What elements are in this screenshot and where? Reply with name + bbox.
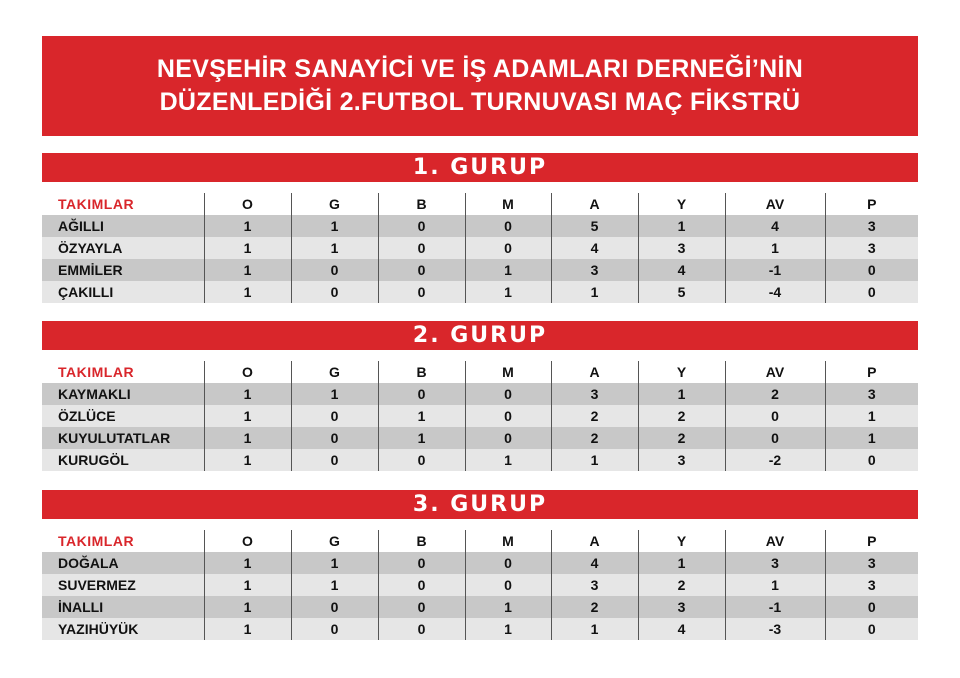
team-name-cell: DOĞALA bbox=[42, 552, 204, 574]
table-row bbox=[42, 405, 918, 427]
stat-cell-b: 0 bbox=[378, 596, 465, 618]
group-title: 1. GURUP bbox=[42, 153, 918, 182]
table-header-row bbox=[42, 193, 918, 215]
stat-cell-y: 5 bbox=[638, 281, 725, 303]
team-name-cell: YAZIHÜYÜK bbox=[42, 618, 204, 640]
table-row bbox=[42, 596, 918, 618]
column-header-av: AV bbox=[725, 530, 825, 552]
stat-cell-av: -4 bbox=[725, 281, 825, 303]
team-name-cell: ÖZYAYLA bbox=[42, 237, 204, 259]
group-title: 2. GURUP bbox=[42, 321, 918, 350]
stat-cell-y: 3 bbox=[638, 596, 725, 618]
group-title: 3. GURUP bbox=[42, 490, 918, 519]
stat-cell-av: 0 bbox=[725, 427, 825, 449]
stat-cell-m: 1 bbox=[465, 449, 551, 471]
team-name-cell: İNALLI bbox=[42, 596, 204, 618]
column-header-a: A bbox=[551, 193, 638, 215]
column-header-p: P bbox=[825, 361, 918, 383]
team-name-cell: KAYMAKLI bbox=[42, 383, 204, 405]
stat-cell-y: 1 bbox=[638, 383, 725, 405]
column-header-m: M bbox=[465, 530, 551, 552]
stat-cell-p: 3 bbox=[825, 574, 918, 596]
stat-cell-y: 3 bbox=[638, 237, 725, 259]
table-row bbox=[42, 449, 918, 471]
column-header-a: A bbox=[551, 361, 638, 383]
stat-cell-g: 0 bbox=[291, 281, 378, 303]
stat-cell-b: 0 bbox=[378, 449, 465, 471]
stat-cell-y: 1 bbox=[638, 552, 725, 574]
stat-cell-m: 0 bbox=[465, 237, 551, 259]
stat-cell-o: 1 bbox=[204, 618, 291, 640]
column-header-av: AV bbox=[725, 193, 825, 215]
stat-cell-p: 3 bbox=[825, 383, 918, 405]
stat-cell-y: 4 bbox=[638, 259, 725, 281]
stat-cell-m: 0 bbox=[465, 552, 551, 574]
stat-cell-b: 0 bbox=[378, 552, 465, 574]
stat-cell-av: 2 bbox=[725, 383, 825, 405]
standings-table bbox=[42, 530, 918, 640]
title-line-1: NEVŞEHİR SANAYİCİ VE İŞ ADAMLARI DERNEĞİ’NİN bbox=[156, 55, 804, 83]
stat-cell-m: 1 bbox=[465, 281, 551, 303]
stat-cell-m: 1 bbox=[465, 259, 551, 281]
stat-cell-o: 1 bbox=[204, 449, 291, 471]
stat-cell-b: 0 bbox=[378, 618, 465, 640]
stat-cell-m: 0 bbox=[465, 383, 551, 405]
stat-cell-m: 1 bbox=[465, 618, 551, 640]
column-header-a: A bbox=[551, 530, 638, 552]
table-row bbox=[42, 427, 918, 449]
table-header-row bbox=[42, 530, 918, 552]
stat-cell-g: 0 bbox=[291, 427, 378, 449]
group-2 bbox=[42, 321, 918, 471]
stat-cell-b: 1 bbox=[378, 405, 465, 427]
title-banner bbox=[42, 36, 918, 136]
stat-cell-y: 4 bbox=[638, 618, 725, 640]
stat-cell-y: 2 bbox=[638, 405, 725, 427]
stat-cell-g: 1 bbox=[291, 215, 378, 237]
stat-cell-p: 0 bbox=[825, 449, 918, 471]
stat-cell-a: 4 bbox=[551, 552, 638, 574]
stat-cell-g: 1 bbox=[291, 552, 378, 574]
column-header-team: TAKIMLAR bbox=[42, 361, 204, 383]
column-header-m: M bbox=[465, 361, 551, 383]
stat-cell-y: 2 bbox=[638, 574, 725, 596]
stat-cell-o: 1 bbox=[204, 574, 291, 596]
stat-cell-a: 1 bbox=[551, 618, 638, 640]
stat-cell-a: 1 bbox=[551, 449, 638, 471]
stat-cell-av: 4 bbox=[725, 215, 825, 237]
team-name-cell: EMMİLER bbox=[42, 259, 204, 281]
stat-cell-g: 0 bbox=[291, 405, 378, 427]
stat-cell-b: 0 bbox=[378, 237, 465, 259]
table-row bbox=[42, 574, 918, 596]
stat-cell-av: -2 bbox=[725, 449, 825, 471]
stat-cell-b: 1 bbox=[378, 427, 465, 449]
column-header-y: Y bbox=[638, 530, 725, 552]
title-line-2: DÜZENLEDİĞİ 2.FUTBOL TURNUVASI MAÇ FİKSTRÜ bbox=[159, 88, 801, 116]
column-header-b: B bbox=[378, 530, 465, 552]
stat-cell-y: 1 bbox=[638, 215, 725, 237]
stat-cell-g: 0 bbox=[291, 618, 378, 640]
stat-cell-p: 0 bbox=[825, 596, 918, 618]
stat-cell-g: 1 bbox=[291, 383, 378, 405]
table-row bbox=[42, 237, 918, 259]
stat-cell-o: 1 bbox=[204, 259, 291, 281]
column-header-av: AV bbox=[725, 361, 825, 383]
stat-cell-g: 0 bbox=[291, 596, 378, 618]
table-row bbox=[42, 259, 918, 281]
column-header-g: G bbox=[291, 361, 378, 383]
table-header-row bbox=[42, 361, 918, 383]
stat-cell-o: 1 bbox=[204, 596, 291, 618]
column-header-team: TAKIMLAR bbox=[42, 530, 204, 552]
team-name-cell: ÇAKILLI bbox=[42, 281, 204, 303]
stat-cell-o: 1 bbox=[204, 427, 291, 449]
stat-cell-a: 3 bbox=[551, 259, 638, 281]
column-header-g: G bbox=[291, 193, 378, 215]
team-name-cell: KUYULUTATLAR bbox=[42, 427, 204, 449]
stat-cell-a: 3 bbox=[551, 574, 638, 596]
stat-cell-av: 0 bbox=[725, 405, 825, 427]
table-row bbox=[42, 552, 918, 574]
stat-cell-p: 1 bbox=[825, 427, 918, 449]
table-row bbox=[42, 383, 918, 405]
stat-cell-av: -3 bbox=[725, 618, 825, 640]
stat-cell-a: 2 bbox=[551, 427, 638, 449]
stat-cell-o: 1 bbox=[204, 215, 291, 237]
stat-cell-av: 3 bbox=[725, 552, 825, 574]
column-header-g: G bbox=[291, 530, 378, 552]
column-header-p: P bbox=[825, 193, 918, 215]
stat-cell-m: 0 bbox=[465, 215, 551, 237]
stat-cell-p: 1 bbox=[825, 405, 918, 427]
stat-cell-a: 5 bbox=[551, 215, 638, 237]
column-header-y: Y bbox=[638, 361, 725, 383]
stat-cell-p: 3 bbox=[825, 237, 918, 259]
stat-cell-b: 0 bbox=[378, 259, 465, 281]
table-row bbox=[42, 281, 918, 303]
column-header-m: M bbox=[465, 193, 551, 215]
stat-cell-m: 0 bbox=[465, 574, 551, 596]
table-row bbox=[42, 618, 918, 640]
stat-cell-a: 3 bbox=[551, 383, 638, 405]
column-header-b: B bbox=[378, 361, 465, 383]
stat-cell-b: 0 bbox=[378, 383, 465, 405]
stat-cell-o: 1 bbox=[204, 552, 291, 574]
team-name-cell: KURUGÖL bbox=[42, 449, 204, 471]
column-header-y: Y bbox=[638, 193, 725, 215]
stat-cell-av: -1 bbox=[725, 596, 825, 618]
group-3 bbox=[42, 490, 918, 640]
standings-table bbox=[42, 361, 918, 471]
stat-cell-g: 0 bbox=[291, 259, 378, 281]
group-1 bbox=[42, 153, 918, 303]
team-name-cell: AĞILLI bbox=[42, 215, 204, 237]
team-name-cell: ÖZLÜCE bbox=[42, 405, 204, 427]
standings-table bbox=[42, 193, 918, 303]
column-header-o: O bbox=[204, 361, 291, 383]
stat-cell-g: 1 bbox=[291, 574, 378, 596]
stat-cell-av: 1 bbox=[725, 237, 825, 259]
stat-cell-b: 0 bbox=[378, 281, 465, 303]
stat-cell-av: -1 bbox=[725, 259, 825, 281]
column-header-o: O bbox=[204, 530, 291, 552]
team-name-cell: SUVERMEZ bbox=[42, 574, 204, 596]
stat-cell-a: 4 bbox=[551, 237, 638, 259]
stat-cell-av: 1 bbox=[725, 574, 825, 596]
stat-cell-b: 0 bbox=[378, 574, 465, 596]
stat-cell-a: 2 bbox=[551, 596, 638, 618]
stat-cell-p: 3 bbox=[825, 552, 918, 574]
stat-cell-o: 1 bbox=[204, 237, 291, 259]
stat-cell-m: 1 bbox=[465, 596, 551, 618]
stat-cell-b: 0 bbox=[378, 215, 465, 237]
column-header-o: O bbox=[204, 193, 291, 215]
column-header-b: B bbox=[378, 193, 465, 215]
stat-cell-y: 2 bbox=[638, 427, 725, 449]
stat-cell-o: 1 bbox=[204, 383, 291, 405]
stat-cell-p: 3 bbox=[825, 215, 918, 237]
stat-cell-m: 0 bbox=[465, 405, 551, 427]
stat-cell-a: 1 bbox=[551, 281, 638, 303]
column-header-p: P bbox=[825, 530, 918, 552]
stat-cell-g: 0 bbox=[291, 449, 378, 471]
stat-cell-g: 1 bbox=[291, 237, 378, 259]
stat-cell-p: 0 bbox=[825, 618, 918, 640]
stat-cell-p: 0 bbox=[825, 259, 918, 281]
stat-cell-o: 1 bbox=[204, 281, 291, 303]
stat-cell-p: 0 bbox=[825, 281, 918, 303]
table-row bbox=[42, 215, 918, 237]
stat-cell-m: 0 bbox=[465, 427, 551, 449]
column-header-team: TAKIMLAR bbox=[42, 193, 204, 215]
stat-cell-a: 2 bbox=[551, 405, 638, 427]
stat-cell-y: 3 bbox=[638, 449, 725, 471]
stat-cell-o: 1 bbox=[204, 405, 291, 427]
